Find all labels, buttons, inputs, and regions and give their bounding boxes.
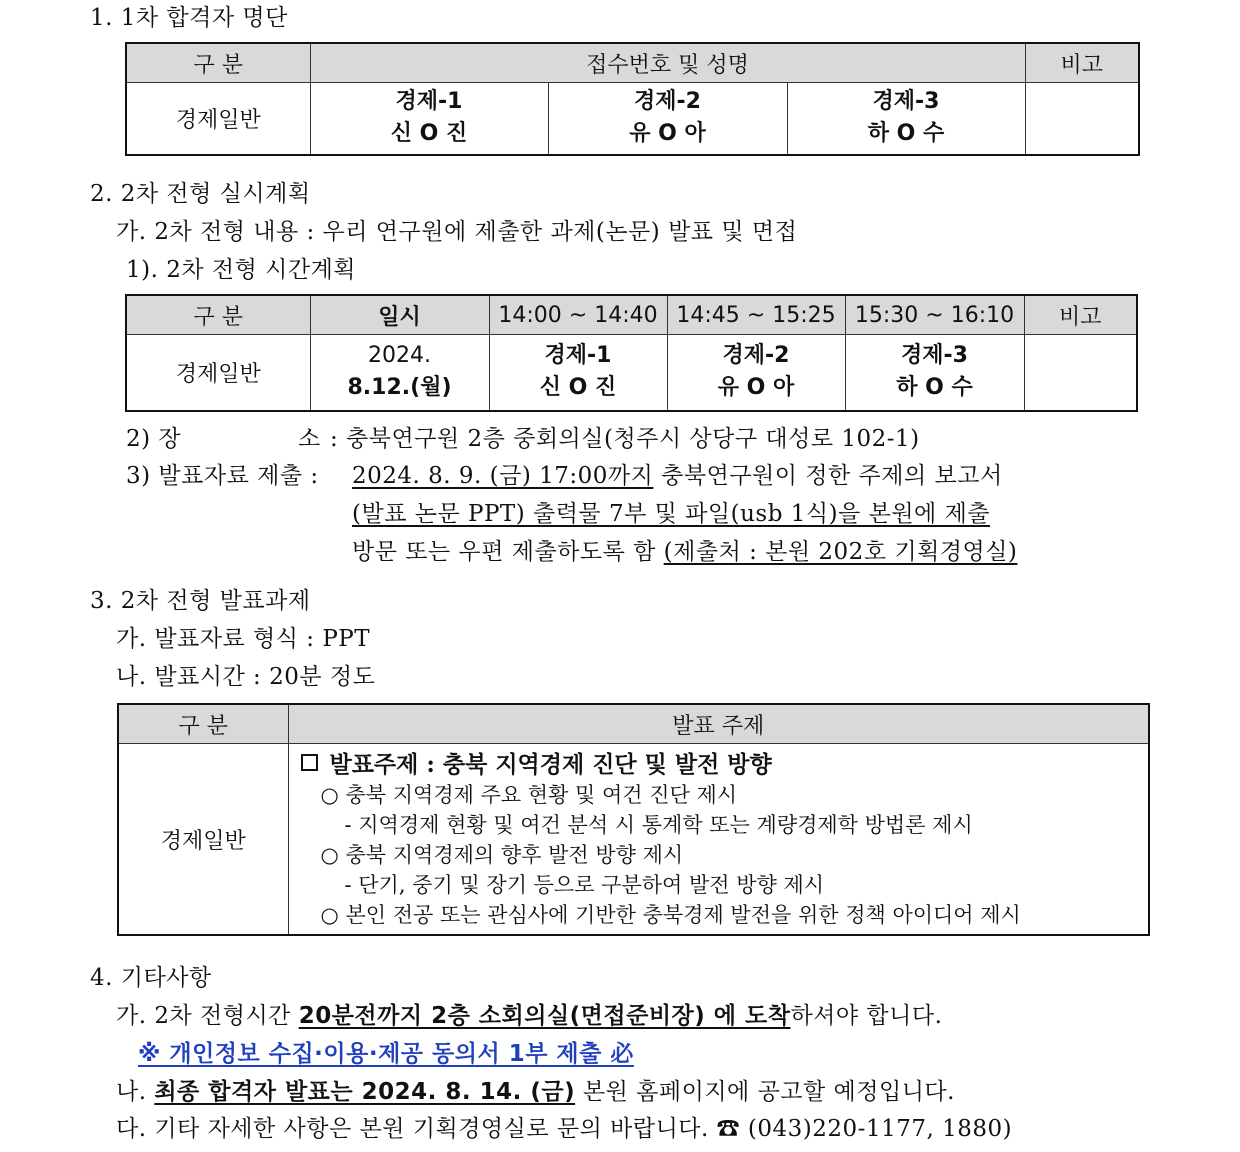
section-1-heading: 1. 1차 합격자 명단 bbox=[90, 5, 288, 31]
category-cell: 경제일반 bbox=[126, 83, 310, 155]
submit-line-2 bbox=[352, 499, 990, 529]
topic-cell bbox=[288, 744, 1149, 936]
section-3-heading: 3. 2차 전형 발표과제 bbox=[90, 588, 311, 614]
topic-table bbox=[117, 703, 1150, 936]
candidate-id: 경제-1 bbox=[395, 89, 463, 115]
header-slot-1: 14:00 ~ 14:40 bbox=[489, 295, 667, 335]
header-category: 구 분 bbox=[118, 704, 288, 744]
date-line-2: 8.12.(월) bbox=[347, 375, 452, 401]
candidate-cell bbox=[310, 83, 548, 155]
candidate-name: 하 O 수 bbox=[896, 375, 973, 401]
section-2-sub-a: 가. 2차 전형 내용 : 우리 연구원에 제출한 과제(논문) 발표 및 면접 bbox=[116, 219, 798, 245]
place-label: 2) 장 bbox=[126, 426, 182, 452]
candidate-name: 유 O 아 bbox=[629, 121, 706, 147]
item-c-text: 다. 기타 자세한 사항은 본원 기획경영실로 문의 바랍니다. bbox=[116, 1116, 717, 1142]
submit-line-3 bbox=[352, 537, 1017, 567]
submit-line-1 bbox=[352, 461, 1003, 491]
header-category: 구 분 bbox=[126, 295, 310, 335]
topic-subitem: - 단기, 중기 및 장기 등으로 구분하여 발전 방향 제시 bbox=[344, 873, 825, 897]
place-value: : 충북연구원 2층 중회의실(청주시 상당구 대성로 102-1) bbox=[330, 426, 920, 452]
submit-method: 방문 또는 우편 제출하도록 함 bbox=[352, 539, 664, 565]
schedule-table bbox=[125, 294, 1138, 412]
item-b-prefix: 나. bbox=[116, 1079, 155, 1105]
submit-materials: (발표 논문 PPT) 출력물 7부 및 파일(usb 1식)을 본원에 제출 bbox=[352, 501, 991, 527]
note-cell bbox=[1025, 83, 1139, 155]
topic-subitem: - 지역경제 현황 및 여건 분석 시 통계학 또는 계량경제학 방법론 제시 bbox=[344, 813, 973, 837]
candidate-id: 경제-3 bbox=[901, 343, 968, 369]
candidate-cell bbox=[787, 83, 1025, 155]
header-slot-2: 14:45 ~ 15:25 bbox=[667, 295, 845, 335]
submit-destination: (제출처 : 본원 202호 기획경영실) bbox=[663, 539, 1018, 565]
candidate-name: 신 O 진 bbox=[539, 375, 617, 401]
category-cell: 경제일반 bbox=[118, 744, 288, 936]
topic-item: ○ 본인 전공 또는 관심사에 기반한 충북경제 발전을 위한 정책 아이디어 제시 bbox=[320, 903, 1021, 927]
candidate-id: 경제-2 bbox=[634, 89, 701, 115]
header-date: 일시 bbox=[310, 295, 489, 335]
header-topic: 발표 주제 bbox=[288, 704, 1149, 744]
candidate-name: 하 O 수 bbox=[867, 121, 945, 147]
topic-item: ○ 충북 지역경제의 향후 발전 방향 제시 bbox=[320, 843, 684, 867]
candidate-id: 경제-3 bbox=[872, 89, 940, 115]
item-a-emphasis: 20분전까지 2층 소회의실(면접준비장) 에 도착 bbox=[298, 1003, 791, 1029]
candidate-id: 경제-2 bbox=[722, 343, 790, 369]
candidate-cell bbox=[667, 335, 845, 411]
item-a-prefix: 가. 2차 전형시간 bbox=[116, 1003, 299, 1029]
section-4-item-b bbox=[116, 1077, 955, 1107]
item-b-suffix: 본원 홈페이지에 공고할 예정입니다. bbox=[575, 1079, 955, 1105]
topic-item: ○ 충북 지역경제 주요 현황 및 여건 진단 제시 bbox=[320, 783, 738, 807]
section-3-sub-b: 나. 발표시간 : 20분 정도 bbox=[116, 664, 376, 690]
section-4-heading: 4. 기타사항 bbox=[90, 965, 212, 991]
note-cell bbox=[1024, 335, 1137, 411]
candidate-cell bbox=[548, 83, 787, 155]
checkbox-square-icon bbox=[301, 754, 318, 771]
header-note: 비고 bbox=[1024, 295, 1137, 335]
topic-heading bbox=[301, 750, 1139, 780]
item-a-suffix: 하셔야 합니다. bbox=[790, 1003, 943, 1029]
header-applicants: 접수번호 및 성명 bbox=[310, 43, 1025, 83]
consent-notice: ※ 개인정보 수집·이용·제공 동의서 1부 제출 必 bbox=[138, 1041, 634, 1067]
category-cell: 경제일반 bbox=[126, 335, 310, 411]
header-note: 비고 bbox=[1025, 43, 1139, 83]
candidate-cell bbox=[489, 335, 667, 411]
item-b-emphasis: 최종 합격자 발표는 2024. 8. 14. (금) bbox=[154, 1079, 576, 1105]
header-slot-3: 15:30 ~ 16:10 bbox=[845, 295, 1024, 335]
submit-deadline: 2024. 8. 9. (금) 17:00까지 bbox=[352, 463, 654, 489]
date-line-1: 2024. bbox=[368, 343, 431, 369]
section-2-heading: 2. 2차 전형 실시계획 bbox=[90, 181, 311, 207]
section-4-item-a bbox=[116, 1001, 942, 1031]
phone-numbers: (043)220-1177, 1880) bbox=[740, 1116, 1013, 1142]
candidate-name: 유 O 아 bbox=[717, 375, 795, 401]
date-cell bbox=[310, 335, 489, 411]
section-3-sub-a: 가. 발표자료 형식 : PPT bbox=[116, 626, 371, 652]
submit-line-1-rest: 충북연구원이 정한 주제의 보고서 bbox=[653, 463, 1003, 489]
phone-icon: ☎ bbox=[716, 1116, 741, 1142]
candidate-name: 신 O 진 bbox=[390, 121, 468, 147]
candidate-cell bbox=[845, 335, 1024, 411]
submit-label: 3) 발표자료 제출 : bbox=[126, 463, 319, 489]
first-pass-table bbox=[125, 42, 1140, 156]
section-4-item-c bbox=[116, 1114, 1012, 1144]
header-category: 구 분 bbox=[126, 43, 310, 83]
place-label-end: 소 bbox=[298, 426, 321, 452]
candidate-id: 경제-1 bbox=[544, 343, 612, 369]
section-2-sub-1: 1). 2차 전형 시간계획 bbox=[126, 257, 357, 283]
topic-heading-text: 발표주제 : 충북 지역경제 진단 및 발전 방향 bbox=[329, 751, 772, 778]
